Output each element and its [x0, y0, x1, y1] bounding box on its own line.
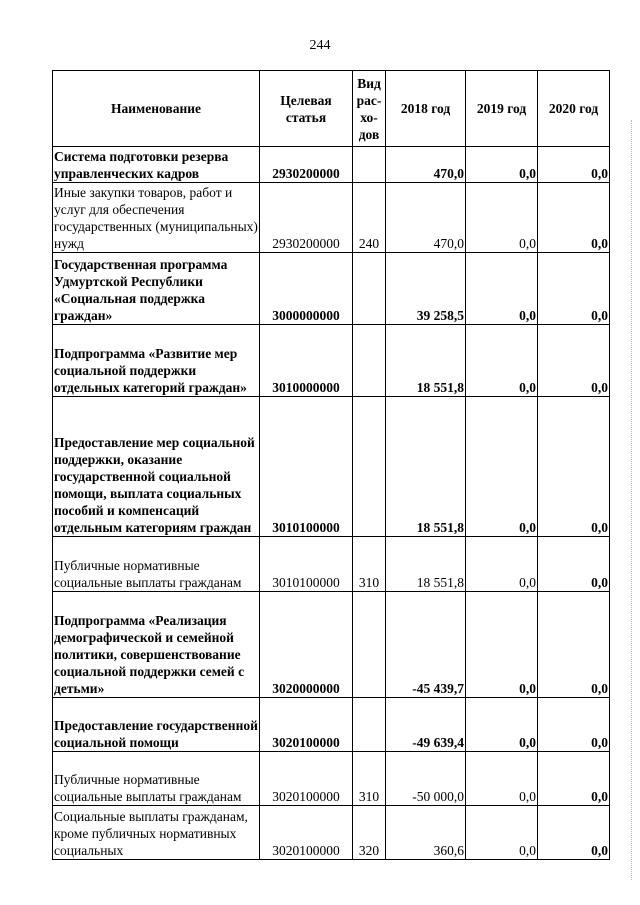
- row-kind: 310: [353, 537, 386, 592]
- row-code: 3010000000: [260, 325, 353, 397]
- row-2019: 0,0: [466, 325, 538, 397]
- row-2018: -50 000,0: [386, 752, 466, 806]
- scan-margin-marks: [630, 120, 632, 880]
- row-kind: [353, 698, 386, 752]
- row-2020: 0,0: [538, 183, 610, 253]
- row-kind: [353, 397, 386, 537]
- row-name: Иные закупки товаров, работ и услуг для обеспечения государственных (муниципальных) нужд: [53, 183, 260, 253]
- row-2019: 0,0: [466, 397, 538, 537]
- row-2018: 39 258,5: [386, 253, 466, 325]
- row-name: Государственная программа Удмуртской Республики «Социальная поддержка граждан»: [53, 253, 260, 325]
- row-2018: 18 551,8: [386, 325, 466, 397]
- table-row: [53, 592, 610, 698]
- table-row: [53, 147, 610, 183]
- row-2020: 0,0: [538, 537, 610, 592]
- table-row: [53, 806, 610, 860]
- row-2019: 0,0: [466, 698, 538, 752]
- row-code: 3020100000: [260, 806, 353, 860]
- row-kind: 240: [353, 183, 386, 253]
- header-expense-kind: Вид рас-хо-дов: [353, 71, 386, 147]
- row-2018: -49 639,4: [386, 698, 466, 752]
- row-2020: 0,0: [538, 325, 610, 397]
- row-2018: 470,0: [386, 147, 466, 183]
- row-kind: 310: [353, 752, 386, 806]
- row-code: 3010100000: [260, 537, 353, 592]
- row-name: Публичные нормативные социальные выплаты гражданам: [53, 752, 260, 806]
- header-target-article: Целевая статья: [260, 71, 353, 147]
- table-row: [53, 325, 610, 397]
- header-2019: 2019 год: [466, 71, 538, 147]
- row-2020: 0,0: [538, 147, 610, 183]
- row-2020: 0,0: [538, 397, 610, 537]
- row-2020: 0,0: [538, 806, 610, 860]
- row-kind: [353, 147, 386, 183]
- header-row: [53, 71, 610, 147]
- row-code: 3020100000: [260, 752, 353, 806]
- row-name: Публичные нормативные социальные выплаты гражданам: [53, 537, 260, 592]
- row-code: 3020000000: [260, 592, 353, 698]
- table-row: [53, 253, 610, 325]
- row-code: 2930200000: [260, 147, 353, 183]
- row-2019: 0,0: [466, 752, 538, 806]
- row-kind: 320: [353, 806, 386, 860]
- row-name: Система подготовки резерва управленческих кадров: [53, 147, 260, 183]
- row-2019: 0,0: [466, 253, 538, 325]
- row-2018: 470,0: [386, 183, 466, 253]
- row-2018: 18 551,8: [386, 397, 466, 537]
- row-2020: 0,0: [538, 752, 610, 806]
- row-2018: 18 551,8: [386, 537, 466, 592]
- row-2019: 0,0: [466, 592, 538, 698]
- row-2018: -45 439,7: [386, 592, 466, 698]
- table-row: [53, 752, 610, 806]
- row-code: 3010100000: [260, 397, 353, 537]
- budget-table: [52, 70, 610, 860]
- page-number: 244: [309, 38, 331, 53]
- row-2020: 0,0: [538, 253, 610, 325]
- row-2020: 0,0: [538, 592, 610, 698]
- row-name: Социальные выплаты гражданам, кроме публичных нормативных социальных: [53, 806, 260, 860]
- row-name: Предоставление мер социальной поддержки, оказание государственной социальной помощи, выплата социальных пособий и компенсаций отдельным категориям граждан: [53, 397, 260, 537]
- row-name: Предоставление государственной социальной помощи: [53, 698, 260, 752]
- row-2019: 0,0: [466, 147, 538, 183]
- row-name: Подпрограмма «Развитие мер социальной поддержки отдельных категорий граждан»: [53, 325, 260, 397]
- row-code: 3020100000: [260, 698, 353, 752]
- table-row: [53, 397, 610, 537]
- row-2020: 0,0: [538, 698, 610, 752]
- row-2019: 0,0: [466, 537, 538, 592]
- table-row: [53, 183, 610, 253]
- row-code: 2930200000: [260, 183, 353, 253]
- table-row: [53, 537, 610, 592]
- table-row: [53, 698, 610, 752]
- row-kind: [353, 253, 386, 325]
- header-2018: 2018 год: [386, 71, 466, 147]
- header-2020: 2020 год: [538, 71, 610, 147]
- row-kind: [353, 325, 386, 397]
- row-2018: 360,6: [386, 806, 466, 860]
- header-name: Наименование: [53, 71, 260, 147]
- row-2019: 0,0: [466, 183, 538, 253]
- row-name: Подпрограмма «Реализация демографической и семейной политики, совершенствование социальной поддержки семей с детьми»: [53, 592, 260, 698]
- row-code: 3000000000: [260, 253, 353, 325]
- row-2019: 0,0: [466, 806, 538, 860]
- row-kind: [353, 592, 386, 698]
